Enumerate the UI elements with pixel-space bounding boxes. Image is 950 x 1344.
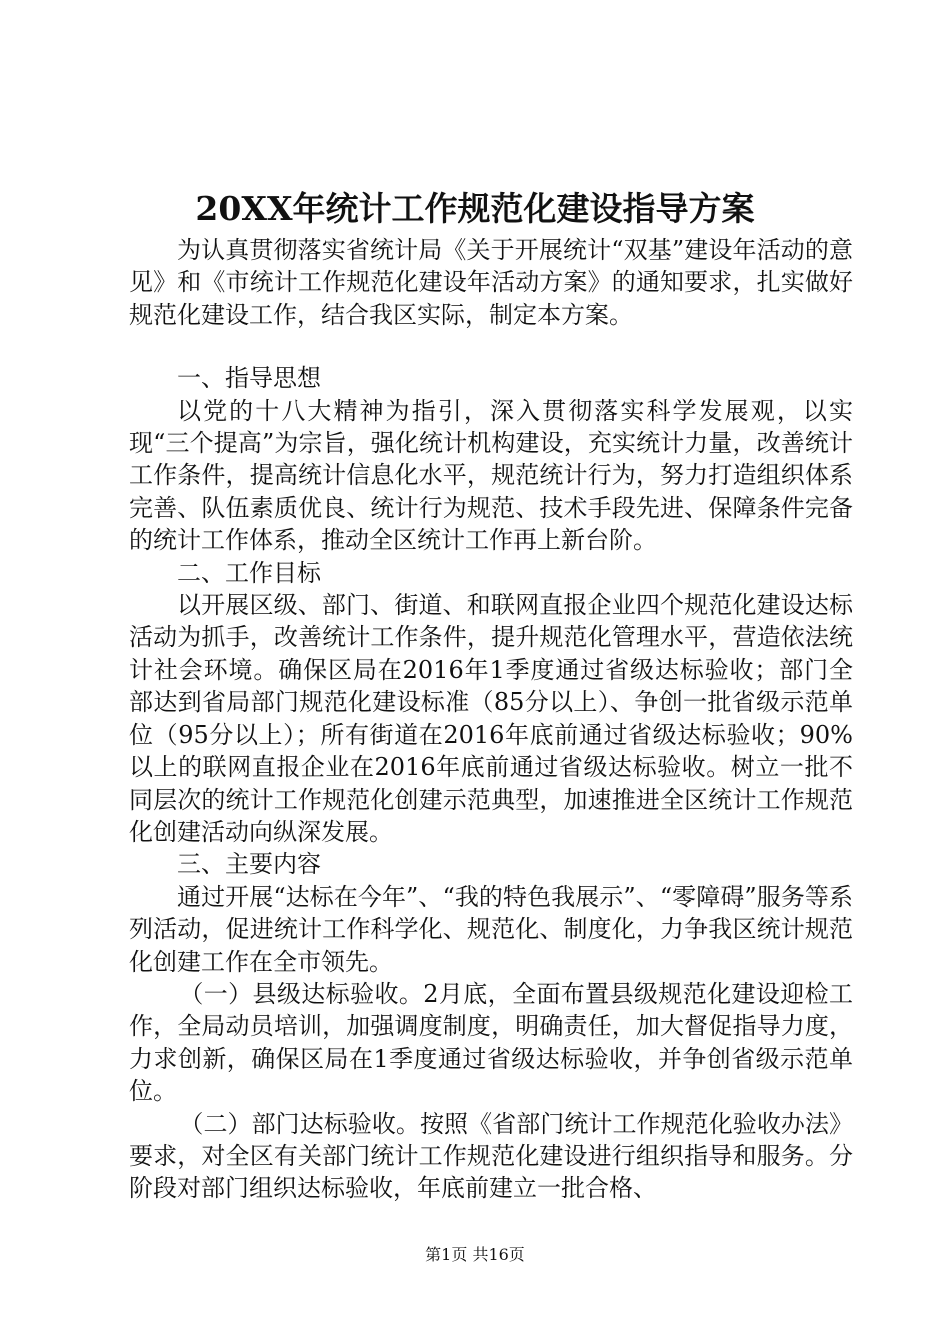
paragraph-spacer <box>129 331 853 362</box>
page-footer: 第1页 共16页 <box>425 1245 525 1264</box>
intro-paragraph: 为认真贯彻落实省统计局《关于开展统计“双基”建设年活动的意见》和《市统计工作规范化建设年活动方案》的通知要求，扎实做好规范化建设工作，结合我区实际，制定本方案。 <box>129 236 853 329</box>
section-heading-main-content: 三、主要内容 <box>177 850 321 879</box>
main-content-paragraph: 通过开展“达标在今年”、“我的特色我展示”、“零障碍”服务等系列活动，促进统计工作科学化、规范化、制度化，力争我区统计规范化创建工作在全市领先。 <box>129 882 853 976</box>
work-goals-paragraph: 以开展区级、部门、街道、和联网直报企业四个规范化建设达标活动为抓手，改善统计工作条件，提升规范化管理水平，营造依法统计社会环境。确保区局在2016年1季度通过省级达标验收；部门全部达到省局部门规范化建设标准（85分以上）、争创一批省级示范单位（95分以上）；所有街道在2016年底前通过省级达标验收；90%以上的联网直报企业在2016年底前通过省级达标验收。树立一批不同层次的统计工作规范化创建示范典型，加速推进全区统计工作规范化创建活动向纵深发展。 <box>129 591 853 846</box>
county-acceptance-paragraph: （一）县级达标验收。2月底，全面布置县级规范化建设迎检工作，全局动员培训，加强调度制度，明确责任，加大督促指导力度，力求创新，确保区局在1季度通过省级达标验收，并争创省级示范单位。 <box>129 979 853 1106</box>
section-heading-guiding-thought: 一、指导思想 <box>177 364 321 393</box>
department-acceptance-paragraph: （二）部门达标验收。按照《省部门统计工作规范化验收办法》要求，对全区有关部门统计工作规范化建设进行组织指导和服务。分阶段对部门组织达标验收，年底前建立一批合格、 <box>129 1109 853 1203</box>
guiding-thought-paragraph: 以党的十八大精神为指引，深入贯彻落实科学发展观，以实现“三个提高”为宗旨，强化统计机构建设，充实统计力量，改善统计工作条件，提高统计信息化水平，规范统计行为，努力打造组织体系完善、队伍素质优良、统计行为规范、技术手段先进、保障条件完备的统计工作体系，推动全区统计工作再上新台阶。 <box>129 396 853 555</box>
document-title: 20XX年统计工作规范化建设指导方案 <box>195 189 755 228</box>
document-body <box>129 234 853 1205</box>
section-heading-work-goals: 二、工作目标 <box>177 558 321 587</box>
